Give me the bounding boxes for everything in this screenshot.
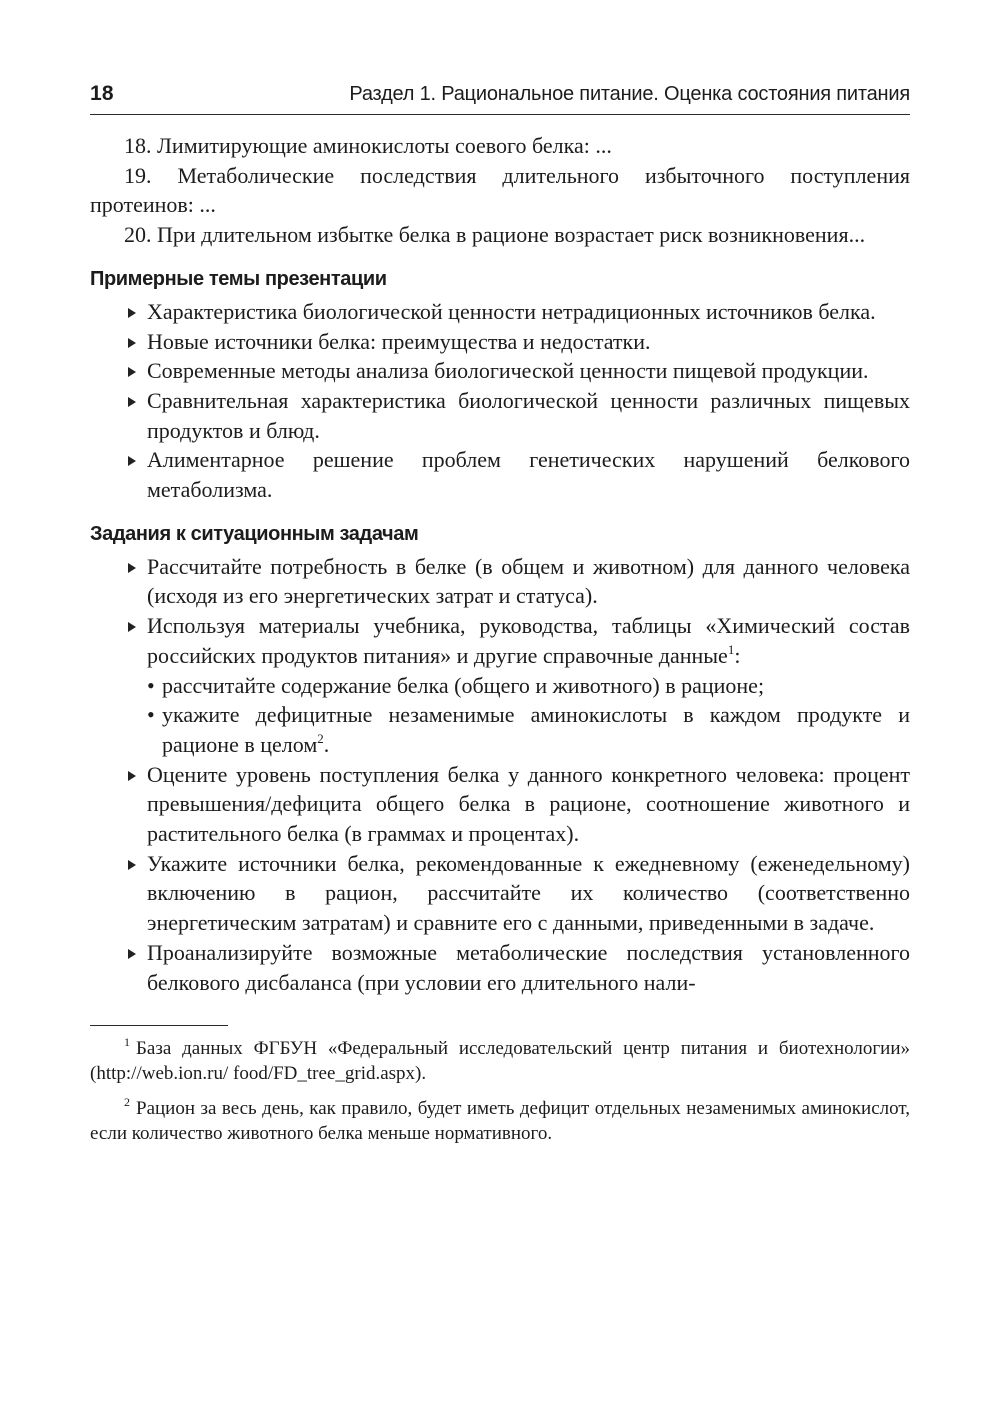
footnote-text: Рацион за весь день, как правило, будет иметь дефицит отдельных незаменимых аминокислот, если количество животного белка меньше нормативного.	[90, 1098, 910, 1145]
list-item-text: Оцените уровень поступления белка у данного конкретного человека: процент превышения/дефицита общего белка в рационе, соотношение животного и растительного белка (в граммах и процентах).	[147, 761, 910, 847]
list-item	[90, 552, 910, 611]
list-item	[90, 327, 910, 357]
list-item-text: Новые источники белка: преимущества и недостатки.	[147, 328, 651, 354]
list-item	[90, 611, 910, 760]
triangle-bullet-icon	[128, 622, 136, 632]
triangle-bullet-icon	[128, 367, 136, 377]
presentation-topics-list	[90, 297, 910, 505]
triangle-bullet-icon	[128, 308, 136, 318]
list-item-tail: :	[734, 642, 741, 668]
question-18: 18. Лимитирующие аминокислоты соевого белка: ...	[124, 133, 612, 158]
dot-bullet-icon: •	[147, 702, 155, 728]
presentation-topics-heading: Примерные темы презентации	[90, 267, 387, 290]
running-header	[90, 82, 910, 115]
list-item	[90, 760, 910, 849]
footnote-mark: 2	[124, 1095, 130, 1110]
triangle-bullet-icon	[128, 771, 136, 781]
footnote-ref-1[interactable]: 1	[727, 641, 735, 657]
footnote-ref-2[interactable]: 2	[317, 730, 324, 746]
triangle-bullet-icon	[128, 860, 136, 870]
list-item-text: Сравнительная характеристика биологической ценности различных пищевых продуктов и блюд.	[147, 387, 910, 443]
list-item-text: Алиментарное решение проблем генетических нарушений белкового метаболизма.	[147, 447, 910, 503]
list-item	[90, 297, 910, 327]
question-20: 20. При длительном избытке белка в рационе возрастает риск возникновения...	[124, 222, 866, 248]
sub-list-item	[147, 700, 910, 759]
list-item-text: Используя материалы учебника, руководства, таблицы «Химический состав российских продуктов питания» и другие справочные данные	[147, 613, 910, 668]
section-title: Раздел 1. Рациональное питание. Оценка состояния питания	[349, 83, 910, 105]
footnote-1	[90, 1036, 910, 1086]
list-item	[90, 445, 910, 504]
triangle-bullet-icon	[128, 397, 136, 407]
list-item	[90, 849, 910, 938]
list-item-text: Рассчитайте потребность в белке (в общем и животном) для данного человека (исходя из его энергетических затрат и статуса).	[147, 553, 910, 609]
footnote-divider	[90, 1025, 228, 1026]
triangle-bullet-icon	[128, 456, 136, 466]
dot-bullet-icon: •	[147, 672, 155, 698]
situational-tasks-heading: Задания к ситуационным задачам	[90, 522, 419, 545]
sub-list-item-tail: .	[323, 731, 330, 757]
list-item-text: Современные методы анализа биологической ценности пищевой продукции.	[147, 358, 869, 384]
sub-list-item-text: рассчитайте содержание белка (общего и животного) в рационе;	[162, 672, 765, 698]
questions-list	[90, 131, 910, 250]
footnote-mark: 1	[124, 1035, 130, 1050]
triangle-bullet-icon	[128, 563, 136, 573]
sub-list-item	[147, 671, 910, 701]
situational-tasks-list	[90, 552, 910, 998]
list-item	[90, 938, 910, 997]
list-item-text: Укажите источники белка, рекомендованные к ежедневному (еженедельному) включению в рацион, рассчитайте их количество (соответственно энергетическим затратам) и сравните его с данными, приведенными в задаче.	[147, 850, 910, 936]
list-item	[90, 386, 910, 445]
page-number: 18	[90, 82, 114, 105]
book-page	[90, 82, 910, 1156]
triangle-bullet-icon	[128, 338, 136, 348]
footnote-2	[90, 1096, 910, 1146]
sub-list-item-text: укажите дефицитные незаменимые аминокислоты в каждом продукте и рационе в целом	[162, 702, 910, 757]
footnotes	[90, 1036, 910, 1146]
list-item-text: Проанализируйте возможные метаболические последствия установленного белкового дисбаланса (при условии его длительного нали-	[147, 939, 910, 995]
list-item-text: Характеристика биологической ценности нетрадиционных источников белка.	[147, 298, 876, 324]
sub-list	[147, 671, 910, 760]
footnote-text: База данных ФГБУН «Федеральный исследовательский центр питания и биотехнологии» (http://web.ion.ru/ food/FD_tree_grid.aspx).	[90, 1038, 910, 1085]
triangle-bullet-icon	[128, 949, 136, 959]
question-19: 19. Метаболические последствия длительного избыточного поступления протеинов: ...	[90, 162, 910, 218]
list-item	[90, 356, 910, 386]
